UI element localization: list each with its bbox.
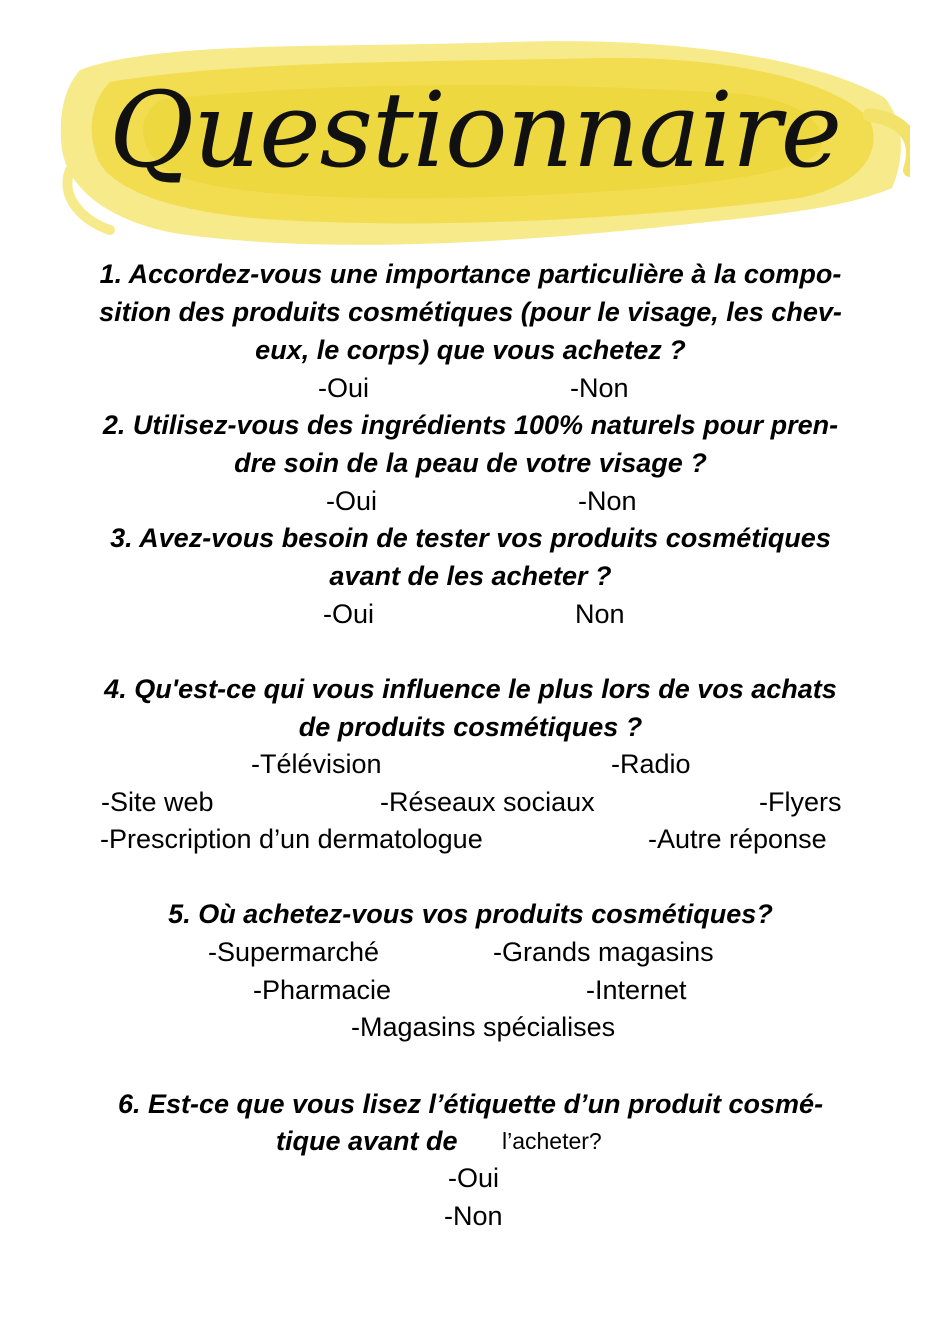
q5-answer-internet: -Internet	[586, 975, 687, 1005]
q5-answer-magasins-specialises: -Magasins spécialises	[351, 1012, 616, 1042]
q1-answer-oui: -Oui	[318, 373, 370, 403]
q6-answer-non: -Non	[444, 1201, 503, 1231]
question-1-line-1: 1. Accordez-vous une importance particulière à la compo-	[99, 259, 842, 289]
question-6-line-3: l’acheter?	[502, 1128, 602, 1154]
question-4-line-2: de produits cosmétiques ?	[298, 712, 643, 742]
question-2	[40, 406, 901, 482]
q4-answer-radio: -Radio	[611, 749, 691, 779]
question-1	[40, 255, 901, 369]
question-4	[40, 670, 901, 746]
q4-answer-autre: -Autre réponse	[648, 824, 827, 854]
q1-answer-non: -Non	[570, 373, 629, 403]
q4-answer-television: -Télévision	[251, 749, 382, 779]
question-2-line-1: 2. Utilisez-vous des ingrédients 100% naturels pour pren-	[102, 410, 839, 440]
page-title: Questionnaire	[108, 69, 842, 191]
question-6-line-2: tique avant de	[276, 1126, 458, 1156]
question-5	[40, 895, 901, 933]
q5-answer-pharmacie: -Pharmacie	[253, 975, 392, 1005]
question-3-line-2: avant de les acheter ?	[329, 561, 612, 591]
q4-answer-reseaux-sociaux: -Réseaux sociaux	[380, 787, 595, 817]
question-6	[40, 1085, 901, 1123]
question-6-line-1: 6. Est-ce que vous lisez l’étiquette d’un produit cosmé-	[117, 1089, 824, 1119]
q4-answer-flyers: -Flyers	[759, 787, 842, 817]
q2-answer-oui: -Oui	[326, 486, 378, 516]
question-4-line-1: 4. Qu'est-ce qui vous influence le plus lors de vos achats	[104, 674, 837, 704]
question-5-line-1: 5. Où achetez-vous vos produits cosmétiques?	[168, 899, 773, 929]
q5-answer-supermarche: -Supermarché	[208, 937, 380, 967]
q3-answer-oui: -Oui	[323, 599, 375, 629]
question-3	[40, 519, 901, 595]
q5-answer-grands-magasins: -Grands magasins	[493, 937, 714, 967]
q4-answer-site-web: -Site web	[101, 787, 214, 817]
question-1-line-2: sition des produits cosmétiques (pour le visage, les chev-	[99, 297, 842, 327]
question-2-line-2: dre soin de la peau de votre visage ?	[234, 448, 707, 478]
title-banner	[40, 20, 910, 260]
q6-answer-oui: -Oui	[448, 1163, 500, 1193]
question-1-line-3: eux, le corps) que vous achetez ?	[255, 335, 686, 365]
q4-answer-prescription: -Prescription d’un dermatologue	[100, 824, 483, 854]
q2-answer-non: -Non	[578, 486, 637, 516]
q3-answer-non: Non	[575, 599, 625, 629]
question-3-line-1: 3. Avez-vous besoin de tester vos produits cosmétiques	[110, 523, 831, 553]
